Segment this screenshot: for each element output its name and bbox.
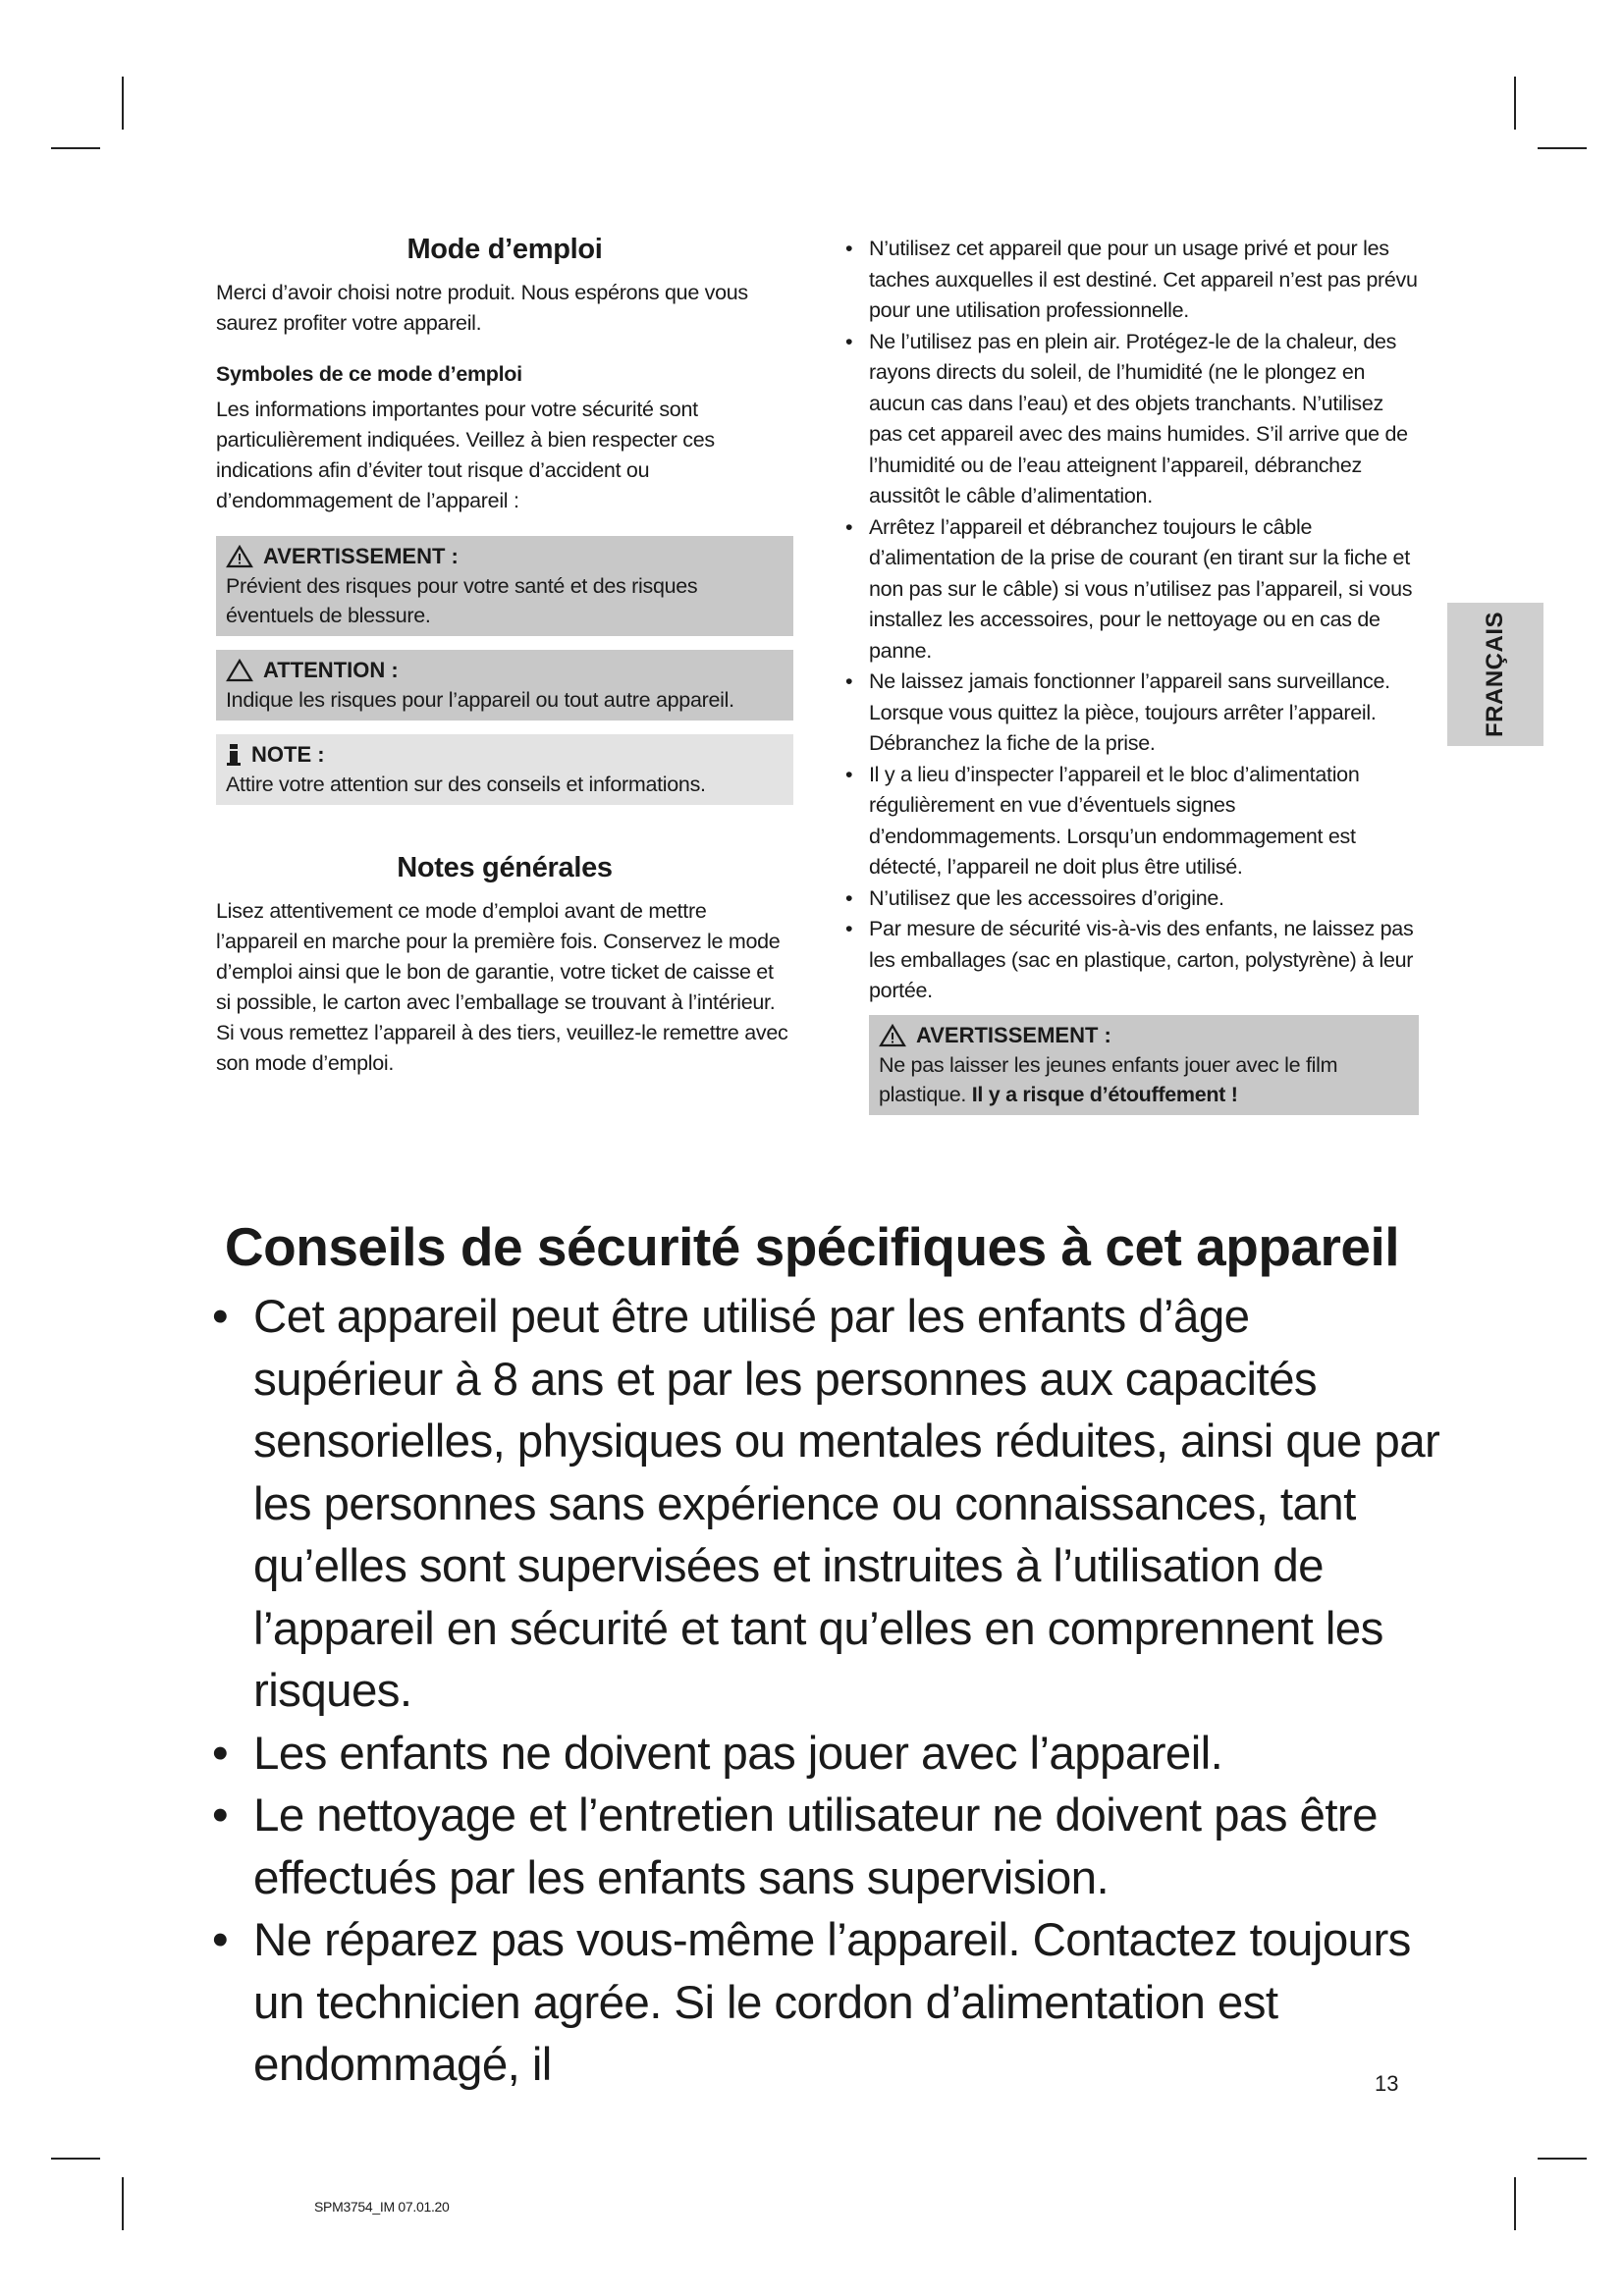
list-item: • Cet appareil peut être utilisé par les enfants d’âge supérieur à 8 ans et par les personnes aux capacités sensorielles, physiques ou mentales réduites, ainsi que par les personnes sans expérience ou connaissances, tant qu’elles sont supervisées et instruites à l’utilisation de l’appareil en sécurité et tant qu’elles en comprennent les risques. — [206, 1286, 1443, 1723]
list-item: • Ne réparez pas vous-même l’appareil. Contactez toujours un technicien agrée. Si le cordon d’alimentation est endommagé, il — [206, 1909, 1443, 2097]
list-item: • Il y a lieu d’inspecter l’appareil et le bloc d’alimentation régulièrement en vue d’éventuels signes d’endommagements. Lorsqu’un endommagement est détecté, l’appareil ne doit plus être utilisé. — [839, 760, 1419, 883]
crop-mark — [51, 2158, 100, 2160]
right-warning-box — [869, 1015, 1419, 1115]
list-item: • Ne laissez jamais fonctionner l’appareil sans surveillance. Lorsque vous quittez la pièce, toujours arrêter l’appareil. Débranchez la fiche de la prise. — [839, 667, 1419, 760]
page-number: 13 — [1375, 2071, 1399, 2096]
right-bullet-list — [839, 234, 1419, 1007]
right-warning-text-block — [879, 1050, 1409, 1109]
symbols-heading: Symboles de ce mode d’emploi — [216, 362, 522, 386]
mode-emploi-title: Mode d’emploi — [406, 234, 603, 265]
note-title: NOTE : — [251, 742, 325, 767]
notes-generales-title: Notes générales — [397, 852, 613, 883]
notes-generales-text: Lisez attentivement ce mode d’emploi avant de mettre l’appareil en marche pour la première fois. Conservez le mode d’emploi ainsi que le bon de garantie, votre ticket de caisse et si possible, le carton avec l’emballage se trouvant à l’intérieur. Si vous remettez l’appareil à des tiers, veuillez-le remettre avec son mode d’emploi. — [216, 899, 788, 1075]
warning-box-title — [226, 544, 784, 569]
crop-mark — [122, 2177, 124, 2230]
list-item: • Par mesure de sécurité vis-à-vis des enfants, ne laissez pas les emballages (sac en plastique, carton, polystyrène) à leur portée. — [839, 914, 1419, 1007]
note-text: Attire votre attention sur des conseils et informations. — [226, 773, 706, 796]
warning-triangle-icon — [226, 545, 253, 568]
warning-text: Prévient des risques pour votre santé et des risques éventuels de blessure. — [226, 574, 698, 627]
left-column — [216, 234, 793, 1079]
list-item: • Le nettoyage et l’entretien utilisateur ne doivent pas être effectués par les enfants sans supervision. — [206, 1785, 1443, 1909]
info-icon — [226, 743, 242, 767]
attention-text: Indique les risques pour l’appareil ou tout autre appareil. — [226, 688, 734, 712]
attention-title: ATTENTION : — [263, 658, 399, 682]
list-item: • Les enfants ne doivent pas jouer avec l’appareil. — [206, 1723, 1443, 1786]
attention-triangle-icon — [226, 659, 253, 682]
language-tab — [1447, 603, 1543, 746]
right-warning-box-title — [879, 1023, 1409, 1048]
note-box — [216, 734, 793, 805]
list-item: • Arrêtez l’appareil et débranchez toujours le câble d’alimentation de la prise de courant (en tirant sur la fiche et non pas sur le câble) si vous n’utilisez pas l’appareil, si vous installez les accessoires, pour le nettoyage ou en cas de panne. — [839, 512, 1419, 667]
list-item: • Ne l’utilisez pas en plein air. Protégez-le de la chaleur, des rayons directs du soleil, de l’humidité (ne le plongez en aucun cas dans l’eau) et des objets tranchants. N’utilisez pas cet appareil avec des mains humides. S’il arrive que de l’humidité ou de l’eau atteignent l’appareil, débranchez aussitôt le câble d’alimentation. — [839, 327, 1419, 512]
right-warning-text: Ne pas laisser les jeunes enfants jouer avec le film plastique. — [879, 1052, 1338, 1106]
right-warning-text-bold: Il y a risque d’étouffement ! — [971, 1082, 1238, 1106]
crop-mark — [1514, 77, 1516, 130]
symbols-text: Les informations importantes pour votre sécurité sont particulièrement indiquées. Veillez à bien respecter ces indications afin d’éviter tout risque d’accident ou d’endommagement de l’appareil : — [216, 398, 715, 512]
language-tab-label: FRANÇAIS — [1482, 612, 1508, 737]
warning-box — [216, 536, 793, 636]
crop-mark — [51, 147, 100, 149]
crop-mark — [1538, 147, 1587, 149]
right-column — [839, 234, 1419, 1115]
attention-box-title — [226, 658, 784, 683]
mode-emploi-intro: Merci d’avoir choisi notre produit. Nous espérons que vous saurez profiter votre appareil. — [216, 281, 748, 335]
list-item: • N’utilisez que les accessoires d’origine. — [839, 883, 1419, 915]
warning-title: AVERTISSEMENT : — [263, 544, 459, 568]
safety-title: Conseils de sécurité spécifiques à cet appareil — [224, 1216, 1400, 1277]
safety-bullet-list — [206, 1286, 1443, 2097]
footer-code: SPM3754_IM 07.01.20 — [314, 2199, 450, 2215]
crop-mark — [1538, 2158, 1587, 2160]
attention-box — [216, 650, 793, 721]
list-item: • N’utilisez cet appareil que pour un usage privé et pour les taches auxquelles il est destiné. Cet appareil n’est pas prévu pour une utilisation professionnelle. — [839, 234, 1419, 327]
right-warning-title: AVERTISSEMENT : — [916, 1022, 1111, 1047]
warning-triangle-icon — [879, 1024, 906, 1047]
crop-mark — [1514, 2177, 1516, 2230]
crop-mark — [122, 77, 124, 130]
note-box-title — [226, 742, 784, 768]
